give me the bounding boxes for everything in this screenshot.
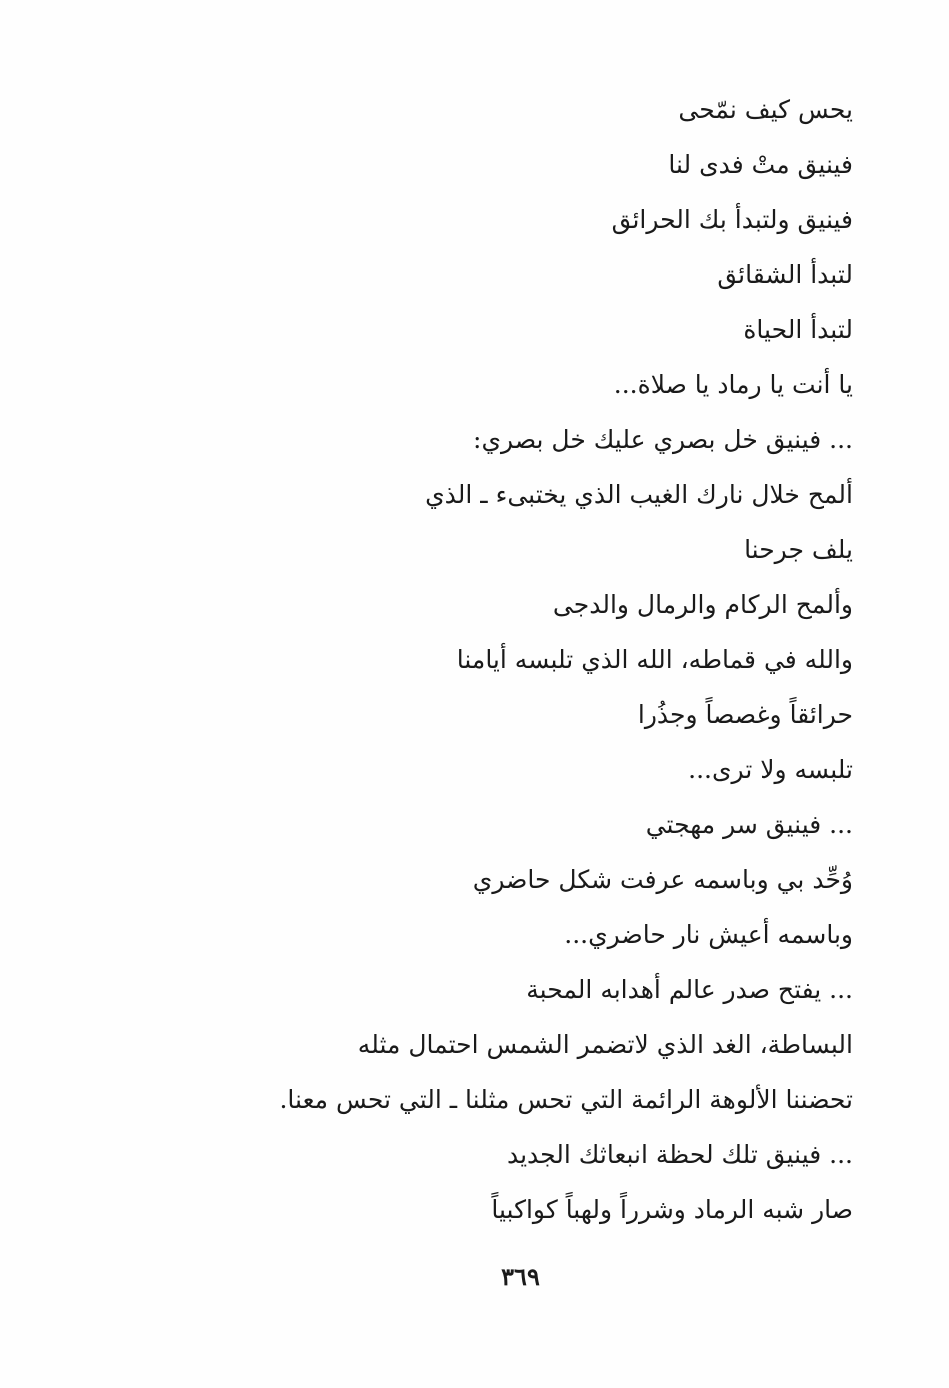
poem-line: ... فينيق خل بصري عليك خل بصري: [473, 425, 853, 454]
page-number: ٣٦٩ [501, 1262, 540, 1291]
poem-line: ألمح خلال نارك الغيب الذي يختبىء ـ الذي [425, 480, 853, 509]
poem-text [213, 86, 853, 1241]
poem-line: ... فينيق سر مهجتي [645, 810, 853, 839]
poem-line: ... فينيق تلك لحظة انبعاثك الجديد [506, 1140, 853, 1169]
poem-line: يلف جرحنا [744, 535, 853, 564]
poem-line: وألمح الركام والرمال والدجى [552, 590, 853, 619]
poem-line: يا أنت يا رماد يا صلاة... [613, 370, 853, 399]
poem-line: والله في قماطه، الله الذي تلبسه أيامنا [456, 645, 853, 674]
poem-line: وُحِّد بي وباسمه عرفت شكل حاضري [472, 865, 853, 894]
poem-line: تلبسه ولا ترى... [688, 755, 853, 784]
poem-line: لتبدأ الشقائق [717, 260, 853, 289]
poem-line: صار شبه الرماد وشرراً ولهباً كواكبياً [491, 1195, 853, 1224]
poem-line: ... يفتح صدر عالم أهدابه المحبة [526, 975, 853, 1004]
poem-line: تحضننا الألوهة الرائمة التي تحس مثلنا ـ التي تحس معنا. [279, 1085, 853, 1114]
poem-line: فينيق متْ فدى لنا [668, 150, 853, 179]
poem-line: حرائقاً وغصصاً وجذُرا [637, 700, 853, 729]
poem-line: فينيق ولتبدأ بك الحرائق [611, 205, 853, 234]
poem-line: البساطة، الغد الذي لاتضمر الشمس احتمال مثله [357, 1030, 853, 1059]
poem-line: يحس كيف نمّحى [678, 95, 853, 124]
poem-line: وباسمه أعيش نار حاضري... [564, 920, 853, 949]
poem-line: لتبدأ الحياة [743, 315, 853, 344]
